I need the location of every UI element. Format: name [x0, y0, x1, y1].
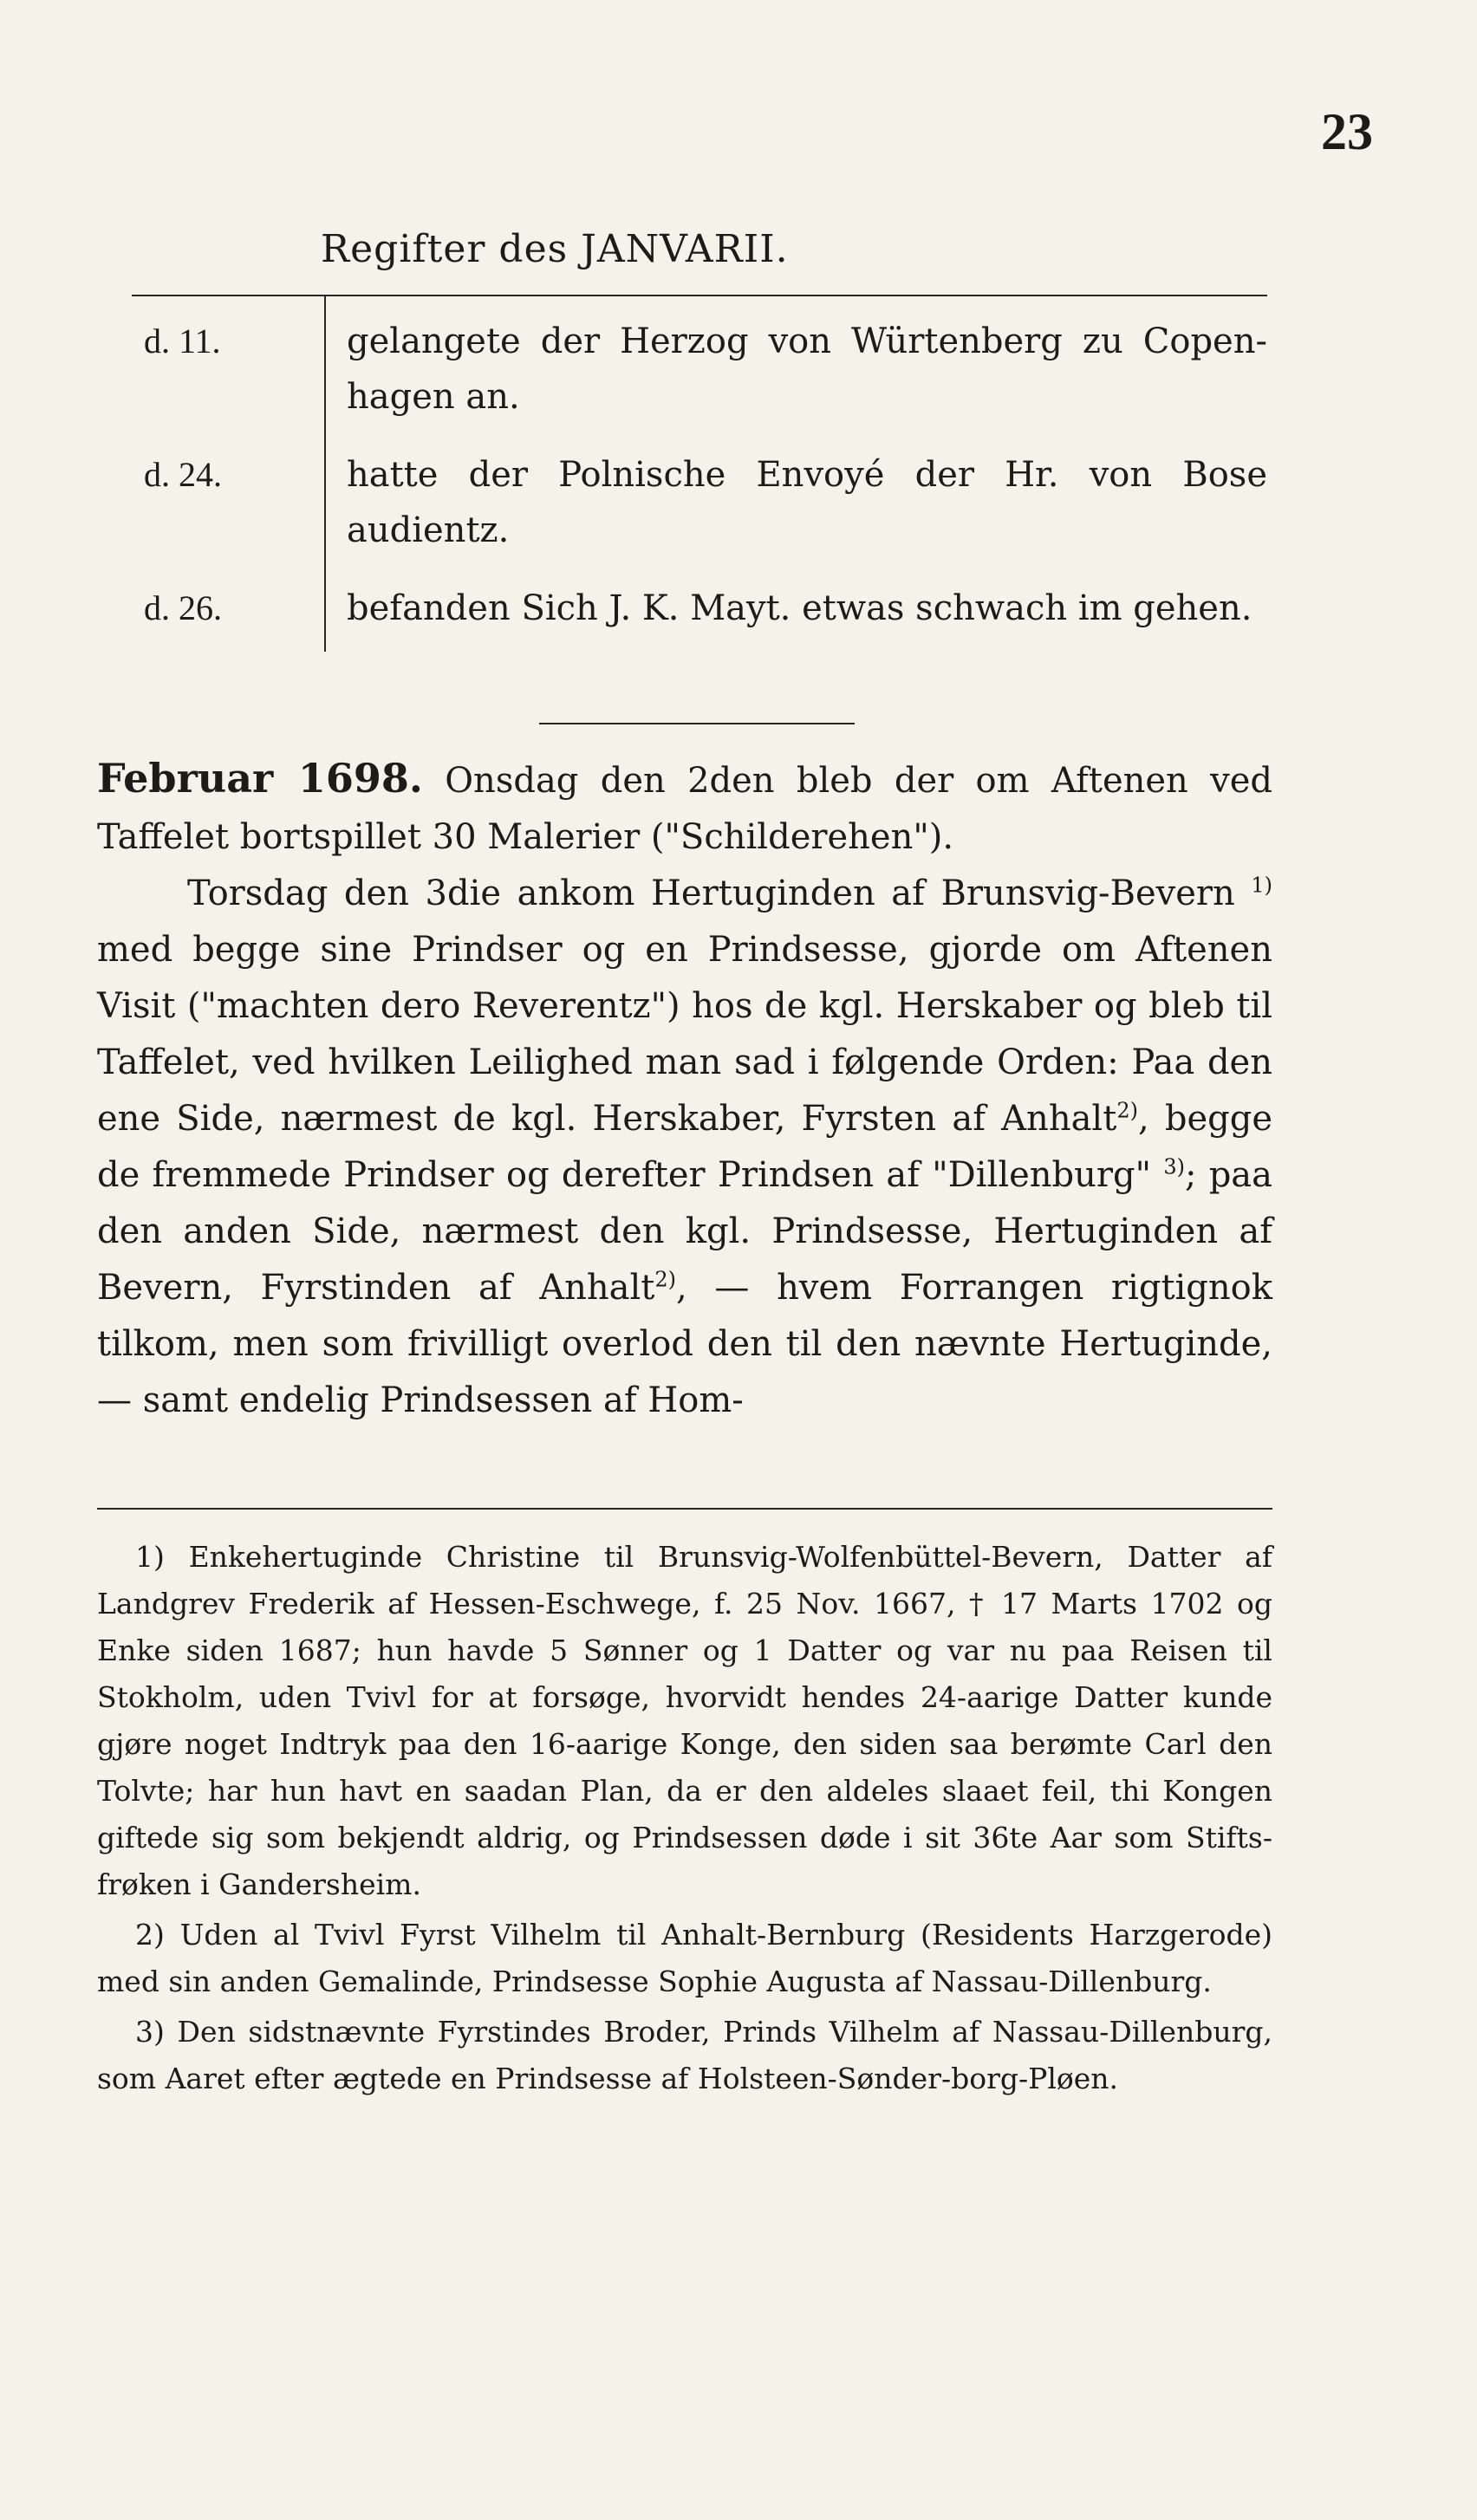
footnotes — [97, 1534, 1272, 2106]
footnote: 2) Uden al Tvivl Fyrst Vilhelm til Anhalt-Bernburg (Residents Harzgerode) med sin anden Gemalinde, Prindsesse Sophie Augusta af Nassau-Dillenburg. — [97, 1918, 1272, 1998]
paragraph-february — [97, 750, 1272, 866]
register-table — [132, 295, 1267, 652]
register-entry: befanden Sich J. K. Mayt. etwas schwach im gehen. — [324, 563, 1267, 652]
register-row — [132, 296, 1267, 430]
footnote-ref: 2) — [1116, 1098, 1138, 1123]
main-text — [97, 750, 1272, 1429]
footnote: 1) Enkehertuginde Christine til Brunsvig-Wolfenbüttel-Bevern, Datter af Landgrev Frederik af Hessen-Eschwege, f. 25 Nov. 1667, † 17 Marts 1702 og Enke siden 1687; hun havde 5 Sønner og 1 Datter og var nu paa Reisen til Stokholm, uden Tvivl for at forsøge, hvorvidt hendes 24-aarige Datter kunde gjøre noget Indtryk paa den 16-aarige Konge, den siden saa berømte Carl den Tolvte; har hun havt en saadan Plan, da er den aldeles slaaet feil, thi Kongen giftede sig som bekjendt aldrig, og Prindsessen døde i sit 36te Aar som Stifts-frøken i Gandersheim. — [97, 1540, 1272, 1901]
footnote-rule — [97, 1508, 1272, 1510]
register-entry: gelangete der Herzog von Würtenberg zu Copen-hagen an. — [324, 296, 1267, 430]
paragraph-text: ; paa den anden Side, nærmest den kgl. Prindsesse, Hertuginden af Bevern, Fyrstinden af Anhalt — [97, 1155, 1272, 1308]
footnote-ref: 2) — [654, 1267, 677, 1292]
register-row — [132, 430, 1267, 563]
register-date: d. 24. — [144, 455, 222, 494]
paragraph-thursday — [97, 866, 1272, 1429]
section-heading: Februar 1698. — [97, 755, 423, 802]
paragraph-text: Torsdag den 3die ankom Hertuginden af Brunsvig-Bevern — [187, 874, 1235, 913]
page-number: 23 — [1321, 103, 1373, 160]
paragraph-text: Onsdag den 2den bleb der om Aftenen ved Taffelet bortspillet 30 Malerier ("Schilderehen"). — [97, 761, 1272, 857]
footnote-ref: 1) — [1251, 873, 1272, 898]
section-divider — [539, 723, 855, 724]
register-date: d. 26. — [144, 588, 222, 627]
footnote: 3) Den sidstnævnte Fyrstindes Broder, Prinds Vilhelm af Nassau-Dillenburg, som Aaret efter ægtede en Prindsesse af Holsteen-Sønder-borg-Pløen. — [97, 2015, 1272, 2095]
register-date: d. 11. — [144, 321, 221, 360]
register-row — [132, 563, 1267, 652]
register-title: Regifter des JANVARII. — [321, 227, 789, 271]
paragraph-text: , — hvem Forrangen rigtignok tilkom, men som frivilligt overlod den til den nævnte Hertuginde, — samt endelig Prindsessen af Hom- — [97, 1268, 1272, 1420]
paragraph-text: , begge de fremmede Prindser og derefter Prindsen af "Dillenburg" — [97, 1099, 1273, 1195]
paragraph-text: med begge sine Prindser og en Prindsesse, gjorde om Aftenen Visit ("machten dero Reverentz") hos de kgl. Herskaber og bleb til Taffelet, ved hvilken Leilighed man sad i følgende Orden: Paa den ene Side, nærmest de kgl. Herskaber, Fyrsten af Anhalt — [97, 930, 1272, 1139]
register-entry: hatte der Polnische Envoyé der Hr. von Bose audientz. — [324, 430, 1267, 563]
footnote-ref: 3) — [1163, 1154, 1185, 1179]
